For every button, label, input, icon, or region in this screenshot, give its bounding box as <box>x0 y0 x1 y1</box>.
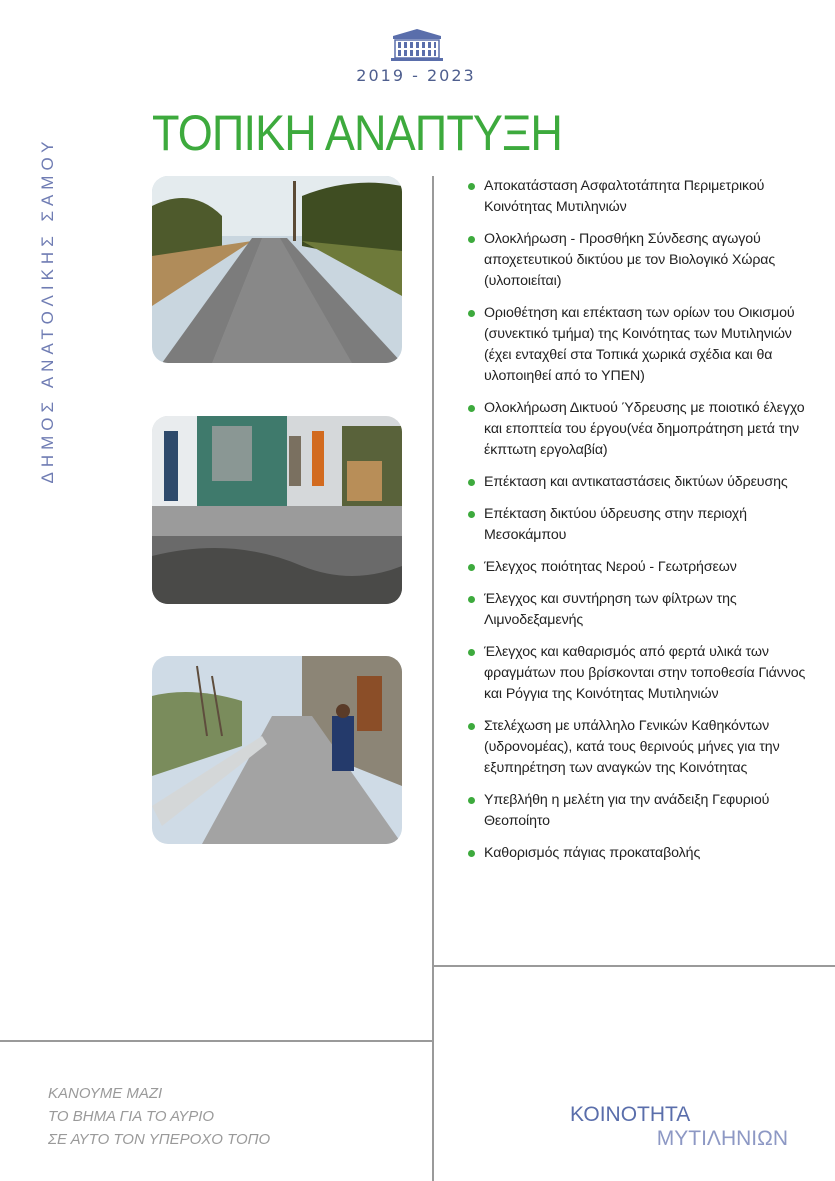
community-name <box>540 1103 788 1151</box>
bullet-dot-icon <box>468 564 475 571</box>
community-place: ΜΥΤΙΛΗΝΙΩΝ <box>656 1127 788 1150</box>
page-title: ΤΟΠΙΚΗ ΑΝΑΠΤΥΞΗ <box>152 105 562 161</box>
bullet-dot-icon <box>468 310 475 317</box>
town-hall-building-icon <box>389 28 445 62</box>
list-item: Στελέχωση με υπάλληλο Γενικών Καθηκόντων (υδρονομέας), κατά τους θερινούς μήνες για την εξυπηρέτηση των αναγκών της Κοινότητας <box>468 716 818 779</box>
horizontal-divider-left <box>0 1040 433 1042</box>
bullet-dot-icon <box>468 723 475 730</box>
community-label: ΚΟΙΝΟΤΗΤΑ <box>570 1103 691 1126</box>
bullet-dot-icon <box>468 649 475 656</box>
list-item: Ολοκλήρωση Δικτυού Ύδρευσης με ποιοτικό έλεγχο και εποπτεία του έργου(νέα δημοπράτηση μετά την έκπτωτη εργολαβία) <box>468 398 818 461</box>
bullet-dot-icon <box>468 405 475 412</box>
list-item: Αποκατάσταση Ασφαλτοτάπητα Περιμετρικού Κοινότητας Μυτιληνιών <box>468 176 818 218</box>
bullet-dot-icon <box>468 596 475 603</box>
list-item: Οριοθέτηση και επέκταση των ορίων του Οικισμού (συνεκτικό τμήμα) της Κοινότητας των Μυτιληνιών (έχει ενταχθεί στα Τοπικά χωρικά σχέδια και θα υλοποιηθεί από το ΥΠΕΝ) <box>468 303 818 387</box>
bullet-dot-icon <box>468 479 475 486</box>
photo-water-works <box>152 416 402 604</box>
vertical-divider <box>432 176 434 1181</box>
list-item: Επέκταση δικτύου ύδρευσης στην περιοχή Μεσοκάμπου <box>468 504 818 546</box>
horizontal-divider-right <box>432 965 835 967</box>
photo-asphalt-road <box>152 176 402 363</box>
motto-line: ΤΟ ΒΗΜΑ ΓΙΑ ΤΟ ΑΥΡΙΟ <box>48 1108 215 1125</box>
bullet-dot-icon <box>468 183 475 190</box>
photo-concrete-road <box>152 656 402 844</box>
list-item: Καθορισμός πάγιας προκαταβολής <box>468 843 818 864</box>
bullet-dot-icon <box>468 797 475 804</box>
list-item: Ολοκλήρωση - Προσθήκη Σύνδεσης αγωγού αποχετευτικού δικτύου με τον Βιολογικό Χώρας (υλοποιείται) <box>468 229 818 292</box>
list-item: Έλεγχος και συντήρηση των φίλτρων της Λιμνοδεξαμενής <box>468 589 818 631</box>
municipality-side-label: ΔΗΜΟΣ ΑΝΑΤΟΛΙΚΗΣ ΣΑΜΟΥ <box>38 136 57 484</box>
motto-text <box>48 1082 348 1151</box>
list-item: Επέκταση και αντικαταστάσεις δικτύων ύδρευσης <box>468 472 818 493</box>
list-item: Έλεγχος ποιότητας Νερού - Γεωτρήσεων <box>468 557 818 578</box>
motto-line: ΣΕ ΑΥΤΟ ΤΟΝ ΥΠΕΡΟΧΟ ΤΟΠΟ <box>48 1131 271 1148</box>
list-item: Υπεβλήθη η μελέτη για την ανάδειξη Γεφυριού Θεοποίητο <box>468 790 818 832</box>
projects-list <box>468 176 818 875</box>
motto-line: ΚΑΝΟΥΜΕ ΜΑΖΙ <box>48 1085 163 1102</box>
years-label: 2019 - 2023 <box>356 66 476 85</box>
bullet-dot-icon <box>468 511 475 518</box>
bullet-dot-icon <box>468 850 475 857</box>
bullet-dot-icon <box>468 236 475 243</box>
list-item: Έλεγχος και καθαρισμός από φερτά υλικά των φραγμάτων που βρίσκονται στην τοποθεσία Γιάννος και Ρόγγια της Κοινότητας Μυτιληνιών <box>468 642 818 705</box>
